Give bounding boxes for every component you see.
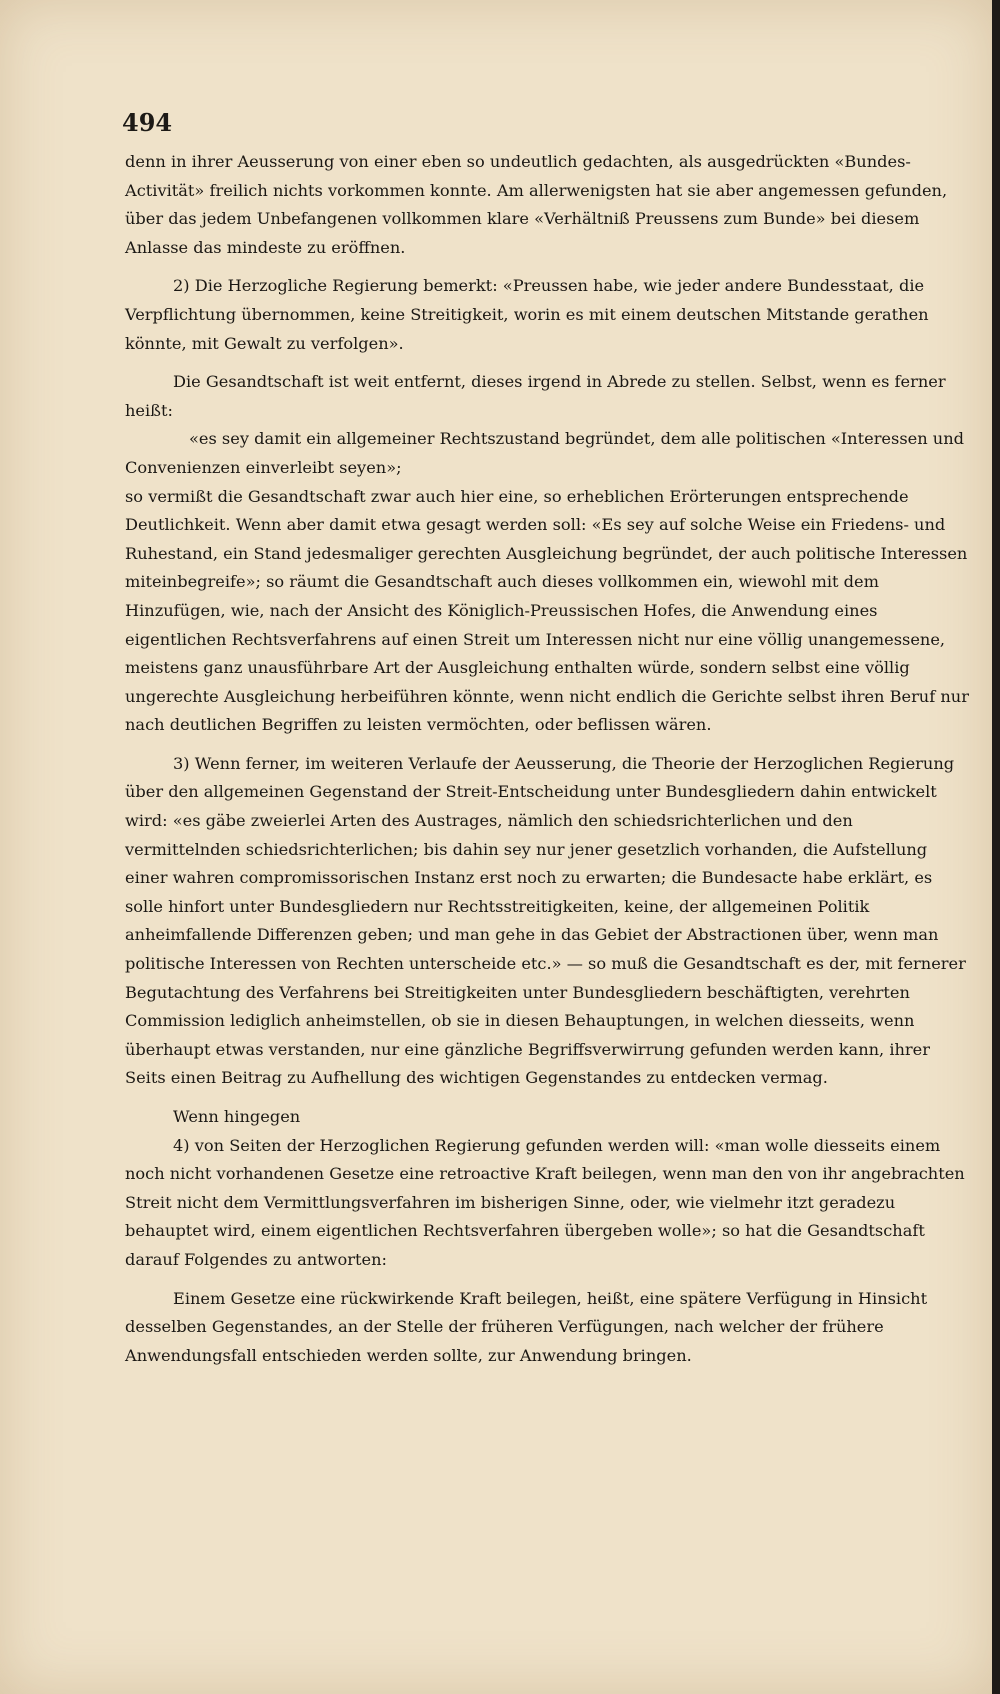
page-body [125, 148, 970, 1370]
block-quote: «es sey damit ein allgemeiner Rechtszustand begründet, dem alle politischen «Interessen und Convenienzen einverleibt seyen»; [125, 429, 964, 477]
paragraph-definition: Einem Gesetze eine rückwirkende Kraft beilegen, heißt, eine spätere Verfügung in Hinsicht desselben Gegenstandes, an der Stelle der früheren Verfügungen, nach welcher der frühere Anwendungsfall entschieden werden sollte, zur Anwendung bringen. [125, 1288, 928, 1365]
paragraph-point-2: 2) Die Herzogliche Regierung bemerkt: «Preussen habe, wie jeder andere Bundesstaat, die Verpflichtung übernommen, keine Streitigkeit, worin es mit einem deutschen Mitstande gerathen könnte, mit Gewalt zu verfolgen». [125, 276, 929, 353]
paragraph-response-2-cont: so vermißt die Gesandtschaft zwar auch hier eine, so erheblichen Erörterungen entsprechende Deutlichkeit. Wenn aber damit etwa gesagt werden soll: «Es sey auf solche Weise ein Friedens- und Ruhestand, ein Stand jedesmaliger gerechten Ausgleichung begründet, der auch politische Interessen miteinbegreife»; so räumt die Gesandtschaft auch dieses vollkommen ein, wiewohl mit dem Hinzufügen, wie, nach der Ansicht des Königlich-Preussischen Hofes, die Anwendung eines eigentlichen Rechtsverfahrens auf einen Streit um Interessen nicht nur eine völlig unangemessene, meistens ganz unausführbare Art der Ausgleichung enthalten würde, sondern selbst eine völlig ungerechte Ausgleichung herbeiführen könnte, wenn nicht endlich die Gerichte selbst ihren Beruf nur nach deutlichen Begriffen zu leisten vermöchten, oder beflissen wären. [125, 486, 969, 735]
page-number: 494 [122, 108, 173, 137]
paragraph-point-4: 4) von Seiten der Herzoglichen Regierung gefunden werden will: «man wolle diesseits einem noch nicht vorhandenen Gesetze eine retroactive Kraft beilegen, wenn man den von ihr angebrachten Streit nicht dem Vermittlungsverfahren im bisherigen Sinne, oder, wie vielmehr itzt geradezu behauptet wird, einem eigentlichen Rechtsverfahren übergeben wolle»; so hat die Gesandtschaft darauf Folgendes zu antworten: [125, 1135, 965, 1269]
paragraph-continuation: denn in ihrer Aeusserung von einer eben so undeutlich gedachten, als ausgedrückten «Bundes-Activität» freilich nichts vorkommen konnte. Am allerwenigsten hat sie aber angemessen gefunden, über das jedem Unbefangenen vollkommen klare «Verhältniß Preussens zum Bunde» bei diesem Anlasse das mindeste zu eröffnen. [125, 152, 948, 257]
paragraph-response-2: Die Gesandtschaft ist weit entfernt, dieses irgend in Abrede zu stellen. Selbst, wenn es ferner heißt: [125, 372, 946, 420]
page-edge-shadow [992, 0, 1000, 1694]
paragraph-point-3: 3) Wenn ferner, im weiteren Verlaufe der Aeusserung, die Theorie der Herzoglichen Regierung über den allgemeinen Gegenstand der Streit-Entscheidung unter Bundesgliedern dahin entwickelt wird: «es gäbe zweierlei Arten des Austrages, nämlich den schiedsrichterlichen und den vermittelnden schiedsrichterlichen; bis dahin sey nur jener gesetzlich vorhanden, die Aufstellung einer wahren compromissorischen Instanz erst noch zu erwarten; die Bundesacte habe erklärt, es solle hinfort unter Bundesgliedern nur Rechtsstreitigkeiten, keine, der allgemeinen Politik anheimfallende Differenzen geben; und man gehe in das Gebiet der Abstractionen über, wenn man politische Interessen von Rechten unterscheide etc.» — so muß die Gesandtschaft es der, mit fernerer Begutachtung des Verfahrens bei Streitigkeiten unter Bundesgliedern beschäftigten, verehrten Commission lediglich anheimstellen, ob sie in diesen Behauptungen, in welchen diesseits, wenn überhaupt etwas verstanden, nur eine gänzliche Begriffsverwirrung gefunden werden kann, ihrer Seits einen Beitrag zu Aufhellung des wichtigen Gegenstandes zu entdecken vermag. [125, 753, 966, 1088]
paragraph-transition: Wenn hingegen [173, 1107, 301, 1126]
